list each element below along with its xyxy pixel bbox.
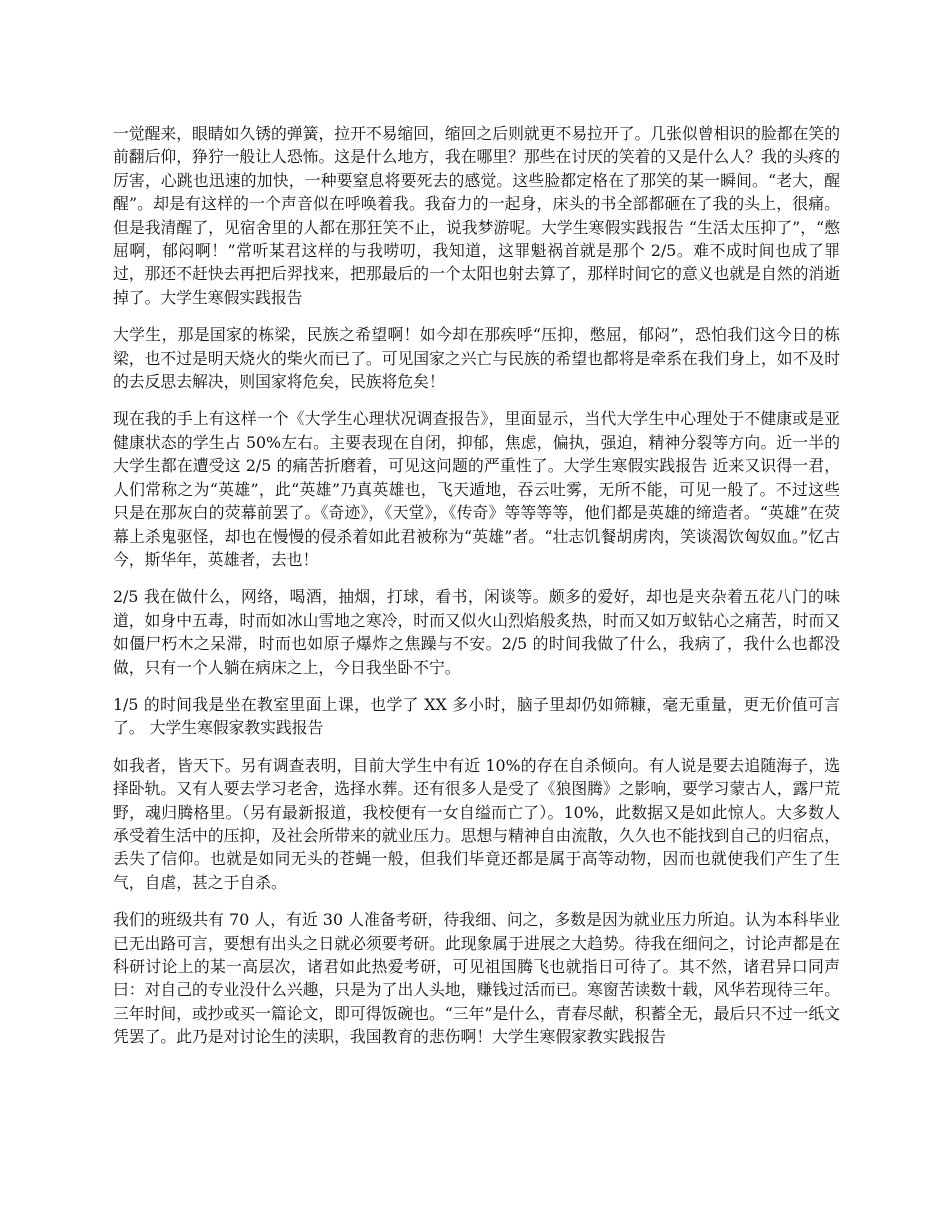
paragraph: 一觉醒来，眼睛如久锈的弹簧，拉开不易缩回，缩回之后则就更不易拉开了。几张似曾相识的脸都在笑的前翻后仰，狰狞一般让人恐怖。这是什么地方，我在哪里？那些在讨厌的笑着的又是什么人？我的头疼的厉害，心跳也迅速的加快，一种要窒息将要死去的感觉。这些脸都定格在了那笑的某一瞬间。“老大，醒醒”。却是有这样的一个声音似在呼唤着我。我奋力的一起身，床头的书全部都砸在了我的头上，很痛。但是我清醒了，见宿舍里的人都在那狂笑不止，说我梦游呢。大学生寒假实践报告 “生活太压抑了”，“憋屈啊，郁闷啊！”常听某君这样的与我唠叨，我知道，这罪魁祸首就是那个 2/5。难不成时间也成了罪过，那还不赶快去再把后羿找来，把那最后的一个太阳也射去算了，那样时间它的意义也就是自然的消逝掉了。大学生寒假实践报告	[113, 124, 840, 307]
document-body	[113, 122, 840, 1063]
paragraph: 如我者，皆天下。另有调查表明，目前大学生中有近 10%的存在自杀倾向。有人说是要去追随海子，选择卧轨。又有人要去学习老舍，选择水葬。还有很多人是受了《狼图腾》之影响，要学习蒙古人，露尸荒野，魂归腾格里。（另有最新报道，我校便有一女自缢而亡了）。10%，此数据又是如此惊人。大多数人承受着生活中的压抑，及社会所带来的就业压力。思想与精神自由流散，久久也不能找到自己的归宿点，丢失了信仰。也就是如同无头的苍蝇一般，但我们毕竟还都是属于高等动物，因而也就使我们产生了生气，自虐，甚之于自杀。	[113, 755, 840, 892]
paragraph: 现在我的手上有这样一个《大学生心理状况调查报告》，里面显示，当代大学生中心理处于不健康或是亚健康状态的学生占 50%左右。主要表现在自闭，抑郁，焦虑，偏执，强迫，精神分裂等方向。近一半的大学生都在遭受这 2/5 的痛苦折磨着，可见这问题的严重性了。大学生寒假实践报告 近来又识得一君，人们常称之为“英雄”，此“英雄”乃真英雄也，飞天遁地，吞云吐雾，无所不能，可见一般了。不过这些只是在那灰白的荧幕前罢了。《奇迹》，《天堂》，《传奇》等等等等，他们都是英雄的缔造者。“英雄”在荧幕上杀鬼驱怪，却也在慢慢的侵杀着如此君被称为“英雄”者。“壮志饥餐胡虏肉，笑谈渴饮匈奴血。”忆古今，斯华年，英雄者，去也！	[113, 409, 840, 569]
paragraph: 1/5 的时间我是坐在教室里面上课，也学了 XX 多小时，脑子里却仍如筛糠，毫无重量，更无价值可言了。 大学生寒假家教实践报告	[113, 694, 840, 738]
paragraph: 我们的班级共有 70 人，有近 30 人准备考研，待我细、问之，多数是因为就业压力所迫。认为本科毕业已无出路可言，要想有出头之日就必须要考研。此现象属于进展之大趋势。待我在细问之，讨论声都是在科研讨论上的某一高层次，诸君如此热爱考研，可见祖国腾飞也就指日可待了。其不然，诸君异口同声曰：对自己的专业没什么兴趣，只是为了出人头地，赚钱过活而已。寒窗苦读数十载，风华若现待三年。三年时间，或抄或买一篇论文，即可得饭碗也。“三年”是什么，青春尽献，积蓄全无，最后只不过一纸文凭罢了。此乃是对讨论生的渎职，我国教育的悲伤啊！大学生寒假家教实践报告	[113, 910, 841, 1047]
paragraph: 2/5 我在做什么，网络，喝酒，抽烟，打球，看书，闲谈等。颇多的爱好，却也是夹杂着五花八门的味道，如身中五毒，时而如冰山雪地之寒冷，时而又似火山烈焰般炙热，时而又如万蚁钻心之痛苦，时而又如僵尸朽木之呆滞，时而也如原子爆炸之焦躁与不安。2/5 的时间我做了什么，我病了，我什么也都没做，只有一个人躺在病床之上，今日我坐卧不宁。	[113, 587, 840, 677]
paragraph: 大学生，那是国家的栋梁，民族之希望啊！如今却在那疾呼“压抑，憋屈，郁闷”，恐怕我们这今日的栋梁，也不过是明天烧火的柴火而已了。可见国家之兴亡与民族的希望也都将是牵系在我们身上，如不及时的去反思去解决，则国家将危矣，民族将危矣！	[113, 325, 840, 392]
